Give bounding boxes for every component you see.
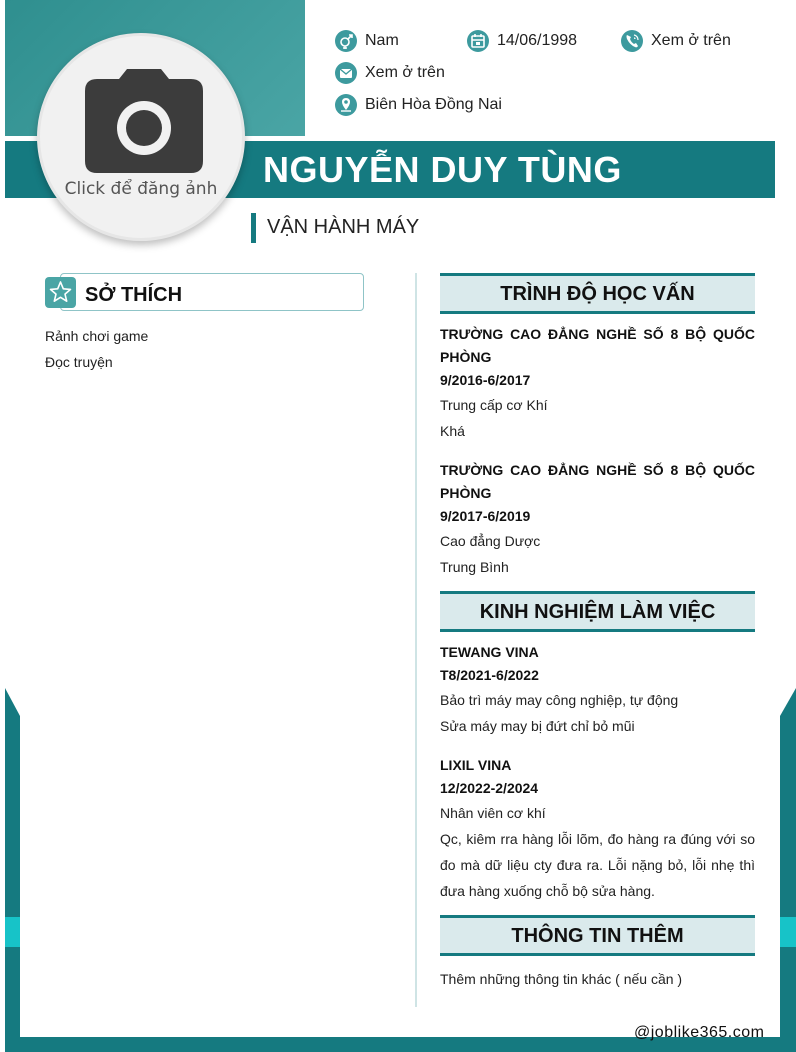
avatar-upload-label: Click để đăng ảnh (64, 179, 218, 199)
hobbies-title: SỞ THÍCH (85, 284, 183, 306)
avatar-upload[interactable] (37, 33, 245, 241)
address-value: Biên Hòa Đồng Nai (365, 96, 502, 113)
experience-role: Nhân viên cơ khí (440, 805, 546, 821)
company-name: LIXIL VINA (440, 757, 512, 773)
star-icon (45, 277, 76, 308)
school-name: TRƯỜNG CAO ĐẲNG NGHỀ SỐ 8 BỘ QUỐC (440, 462, 755, 478)
school-name: TRƯỜNG CAO ĐẲNG NGHỀ SỐ 8 BỘ QUỐC (440, 326, 755, 342)
hobby-item: Đọc truyện (45, 354, 113, 370)
right-frame-decor (780, 688, 796, 1052)
education-grade: Khá (440, 423, 465, 439)
experience-description: Sửa máy may bị đứt chỉ bỏ mũi (440, 718, 635, 734)
email-icon (335, 62, 357, 84)
column-divider (415, 273, 417, 1007)
experience-role: Bảo trì máy may công nghiệp, tự động (440, 692, 679, 708)
birthday-value: 14/06/1998 (497, 32, 578, 49)
experience-entry (440, 754, 755, 904)
position-accent-bar (251, 213, 256, 243)
company-name: TEWANG VINA (440, 644, 539, 660)
experience-section-title: KINH NGHIỆM LÀM VIỆC (440, 591, 755, 632)
experience-description: Qc, kiêm rra hàng lỗi lõm, đo hàng ra đúng với so đo mà dữ liệu cty đưa ra. Lỗi nặng bỏ, lỗi nhẹ thì đưa hàng xuống chỗ bộ sửa hàng. (440, 831, 755, 899)
experience-entry (440, 641, 755, 739)
watermark: @joblike365.com (634, 1024, 765, 1041)
location-icon (335, 94, 357, 116)
left-frame-accent (5, 917, 20, 947)
education-major: Trung cấp cơ Khí (440, 397, 548, 413)
right-frame-accent (780, 917, 796, 947)
education-major: Cao đẳng Dược (440, 533, 541, 549)
extra-info-text: Thêm những thông tin khác ( nếu cần ) (440, 971, 683, 987)
phone-icon (621, 30, 643, 52)
education-entry (440, 323, 755, 444)
left-frame-decor (5, 688, 20, 1052)
calendar-icon (467, 30, 489, 52)
experience-period: T8/2021-6/2022 (440, 667, 539, 683)
education-section-title: TRÌNH ĐỘ HỌC VẤN (440, 273, 755, 314)
camera-icon (85, 69, 203, 173)
extra-info-section-title: THÔNG TIN THÊM (440, 915, 755, 956)
education-entry (440, 459, 755, 580)
gender-value: Nam (365, 32, 399, 49)
school-name-cont: PHÒNG (440, 349, 492, 365)
job-position: VẬN HÀNH MÁY (267, 216, 420, 238)
school-name-cont: PHÒNG (440, 485, 492, 501)
education-period: 9/2017-6/2019 (440, 508, 531, 524)
gender-icon (335, 30, 357, 52)
education-period: 9/2016-6/2017 (440, 372, 531, 388)
full-name: NGUYỄN DUY TÙNG (263, 149, 622, 190)
email-value: Xem ở trên (365, 64, 445, 81)
hobby-item: Rảnh chơi game (45, 328, 149, 344)
phone-value: Xem ở trên (651, 32, 731, 49)
experience-period: 12/2022-2/2024 (440, 780, 539, 796)
education-grade: Trung Bình (440, 559, 509, 575)
